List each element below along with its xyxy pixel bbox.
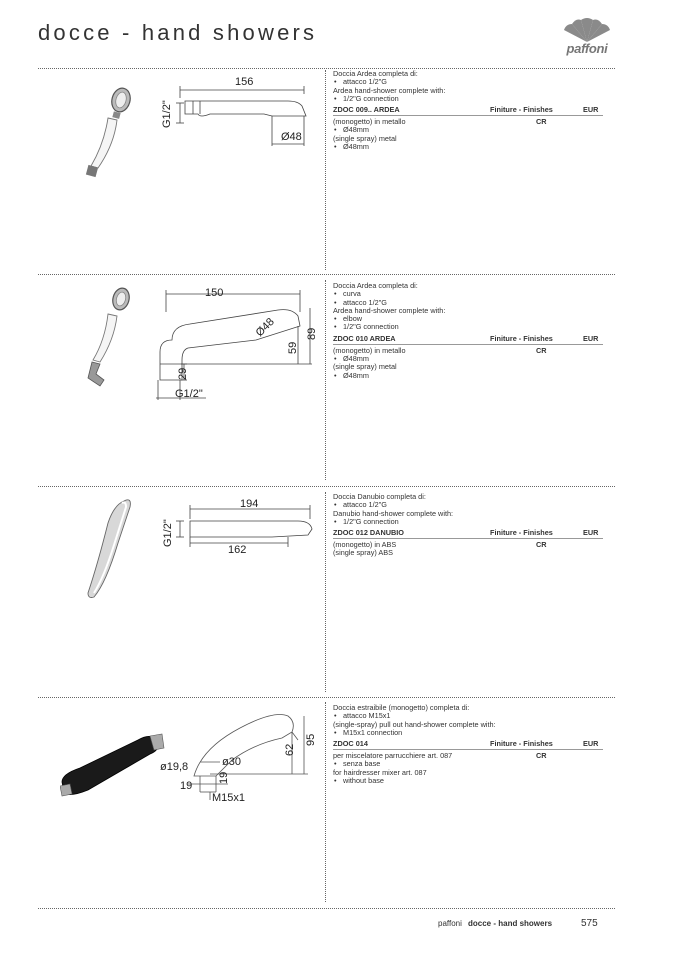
desc-line: • elbow [333,315,603,323]
dim-length: 156 [235,76,254,88]
desc-line: Ardea hand-shower complete with: [333,305,446,315]
desc-line: (single-spray) pull out hand-shower complete with: [333,719,496,729]
desc-line: Doccia Ardea completa di: [333,281,418,290]
brand-name: paffoni [566,41,608,56]
dim-height-1: 59 [287,341,299,354]
detail-row [333,752,603,760]
dim-length: 150 [205,287,224,299]
product-code: ZDOC 009.. ARDEA [333,105,400,115]
detail-line: per miscelatore parrucchiere art. 087 [333,751,453,761]
desc-line: • 1/2"G connection [333,518,603,526]
desc-line: • attacco 1/2"G [333,78,603,86]
dim-length: 194 [240,498,259,510]
finish-code: CR [536,751,547,761]
product-zdoc-014 [0,704,678,904]
detail-line: • Ø48mm [333,355,603,363]
divider [38,274,615,275]
detail-line: (single spray) metal [333,362,397,372]
brand-logo [556,16,618,56]
dim-thread: G1/2" [162,519,174,547]
footer-section: docce - hand showers [468,919,553,928]
code-row [333,740,603,750]
desc-line: Danubio hand-shower complete with: [333,508,454,518]
detail-row [333,118,603,126]
divider [38,908,615,909]
currency-label: EUR [583,333,599,343]
finishes-label: Finiture - Finishes [490,528,553,538]
finish-code: CR [536,345,547,355]
detail-line: (single spray) metal [333,133,397,143]
product-info [333,493,603,558]
dim-height-2: 89 [306,327,318,340]
code-row [333,335,603,345]
desc-line: Ardea hand-shower complete with: [333,85,446,95]
product-info [333,282,603,380]
product-drawing [60,282,320,407]
dim-thread: M15x1 [212,792,246,804]
detail-line: (single spray) ABS [333,548,394,558]
divider [38,68,615,69]
hand-shower-image [86,86,133,177]
page-title: docce - hand showers [38,20,318,45]
detail-line: for hairdresser mixer art. 087 [333,767,427,777]
hand-shower-image [88,500,130,598]
dim-diameter-3: 19 [180,780,193,792]
currency-label: EUR [583,105,599,115]
footer-brand: paffoni [438,919,462,928]
desc-line: • 1/2"G connection [333,95,603,103]
finishes-label: Finiture - Finishes [490,333,553,343]
divider [38,486,615,487]
detail-line: • without base [333,777,603,785]
detail-row [333,541,603,549]
detail-line: • senza base [333,760,603,768]
divider [38,697,615,698]
product-zdoc-012 [0,493,678,693]
dim-height-small: 19 [218,771,230,784]
detail-line: • Ø48mm [333,143,603,151]
product-drawing [60,493,320,603]
hand-shower-image [60,734,164,796]
product-description [333,282,603,332]
dim-diameter-2: ø30 [222,756,241,768]
product-drawing [60,70,320,190]
product-info [333,70,603,151]
desc-line: • curva [333,290,603,298]
product-zdoc-009 [0,70,678,270]
dim-inner-length: 162 [228,544,247,556]
desc-line: • 1/2"G connection [333,323,603,331]
product-code: ZDOC 012 DANUBIO [333,528,404,538]
detail-line: • Ø48mm [333,372,603,380]
currency-label: EUR [583,739,599,749]
product-zdoc-010 [0,282,678,482]
desc-line: Doccia estraibile (monogetto) completa di: [333,703,470,712]
product-description [333,70,603,103]
dim-height-1: 62 [284,743,296,756]
finish-code: CR [536,540,547,550]
product-description [333,704,603,737]
dim-diameter: Ø48 [281,131,302,143]
detail-line: (monogetto) in ABS [333,540,397,550]
currency-label: EUR [583,528,599,538]
desc-line: • attacco 1/2"G [333,501,603,509]
finishes-label: Finiture - Finishes [490,739,553,749]
product-code: ZDOC 014 [333,739,368,749]
desc-line: Doccia Danubio completa di: [333,492,426,501]
page-number: 575 [581,918,598,929]
desc-line: • attacco M15x1 [333,712,603,720]
dim-height-2: 95 [305,733,317,746]
finish-code: CR [536,117,547,127]
detail-line: • Ø48mm [333,126,603,134]
dim-diameter: Ø48 [253,315,277,340]
desc-line: • attacco 1/2"G [333,299,603,307]
desc-line: Doccia Ardea completa di: [333,69,418,78]
product-drawing [60,704,320,814]
detail-line: (monogetto) in metallo [333,345,406,355]
code-row [333,529,603,539]
product-info [333,704,603,785]
detail-row [333,347,603,355]
product-code: ZDOC 010 ARDEA [333,333,396,343]
product-description [333,493,603,526]
finishes-label: Finiture - Finishes [490,105,553,115]
dim-height-3: 29 [177,367,189,380]
hand-shower-image [88,286,132,386]
detail-line: (monogetto) in metallo [333,117,406,127]
desc-line: • M15x1 connection [333,729,603,737]
code-row [333,106,603,116]
dim-diameter-1: ø19,8 [160,761,189,773]
dim-thread: G1/2" [175,388,203,400]
logo-fan-icon [556,16,618,44]
dim-thread: G1/2" [161,100,173,128]
